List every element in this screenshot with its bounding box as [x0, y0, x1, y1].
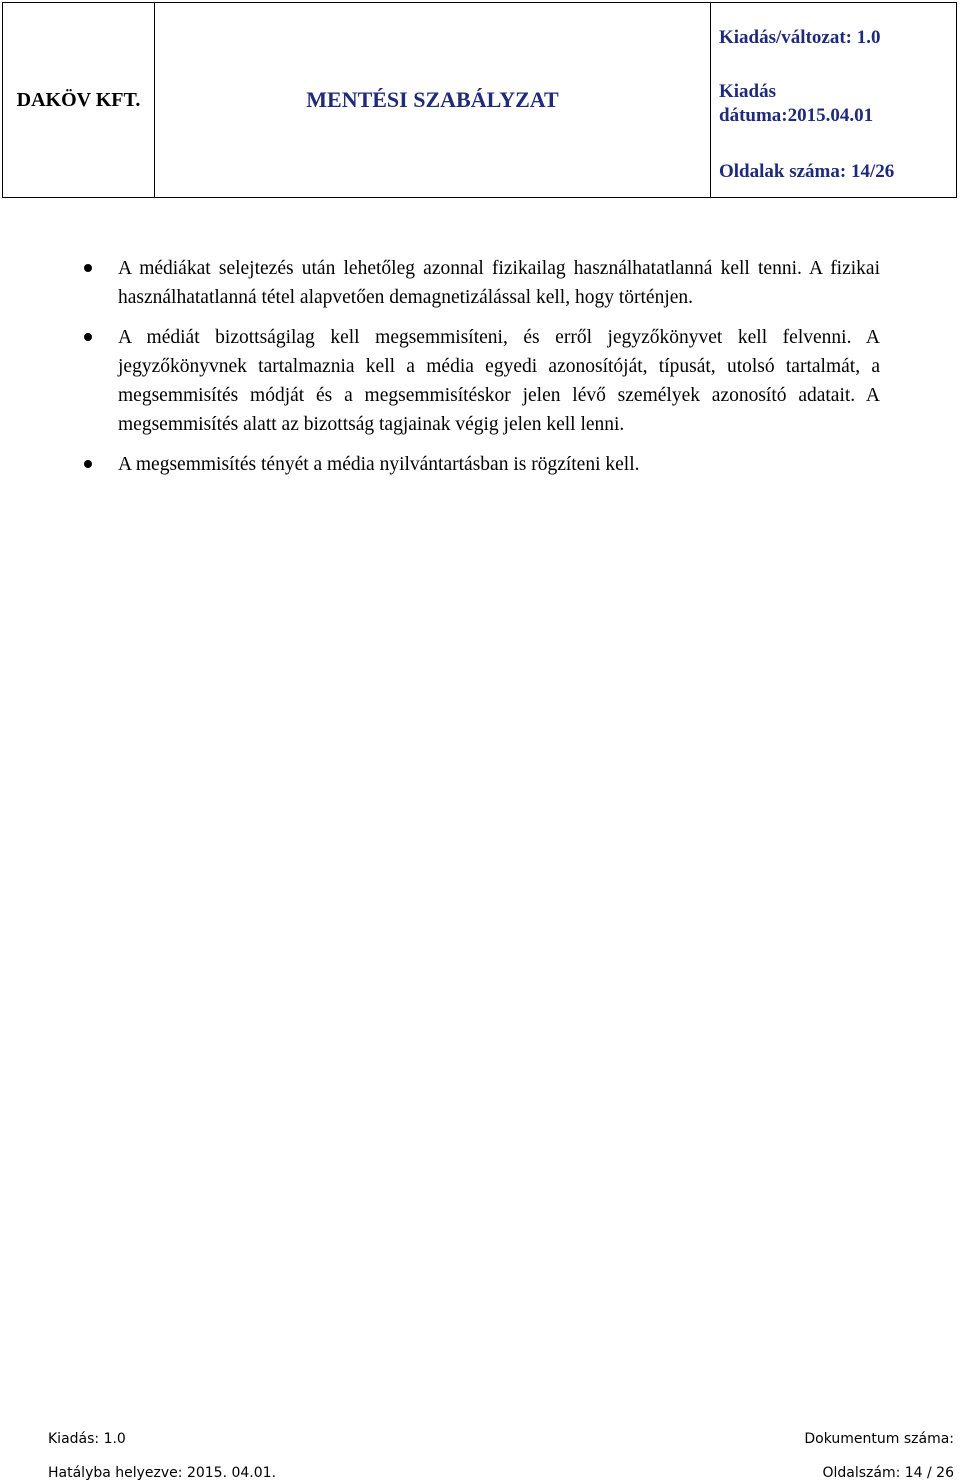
footer-row: [48, 1465, 954, 1481]
issue-date: dátuma:2015.04.01: [719, 105, 874, 126]
bullet-icon: [84, 264, 92, 272]
edition-version: Kiadás/változat: 1.0: [719, 27, 881, 48]
page-count: Oldalak száma: 14/26: [719, 161, 895, 182]
footer-document-number-label: Dokumentum száma:: [804, 1431, 954, 1447]
bullet-text: A médiákat selejtezés után lehetőleg azonnal fizikailag használhatatlanná kell tenni. A fizikai használhatatlanná tétel alapvetően demagnetizálással kell, hogy történjen.: [118, 258, 880, 308]
bullet-list: [84, 254, 880, 479]
document-header: [2, 2, 957, 198]
company-name: DAKÖV KFT.: [3, 3, 155, 198]
bullet-text: A megsemmisítés tényét a média nyilvántartásban is rögzíteni kell.: [118, 454, 640, 475]
list-item: [84, 254, 880, 312]
footer-page-number: Oldalszám: 14 / 26: [822, 1465, 954, 1481]
document-body: [84, 254, 880, 490]
footer-edition: Kiadás: 1.0: [48, 1431, 126, 1447]
document-title: MENTÉSI SZABÁLYZAT: [155, 3, 711, 198]
list-item: [84, 450, 880, 479]
footer-effective-date: Hatályba helyezve: 2015. 04.01.: [48, 1465, 277, 1481]
list-item: [84, 323, 880, 439]
document-meta: [711, 3, 957, 198]
bullet-icon: [84, 460, 92, 468]
issue-label: Kiadás: [719, 81, 777, 102]
footer-row: [48, 1431, 954, 1447]
bullet-icon: [84, 333, 92, 341]
bullet-text: A médiát bizottságilag kell megsemmisíteni, és erről jegyzőkönyvet kell felvenni. A jegyzőkönyvnek tartalmaznia kell a média egyedi azonosítóját, típusát, utolsó tartalmát, a megsemmisítés módját és a megsemmisítéskor jelen lévő személyek azonosító adatait. A megsemmisítés alatt az bizottság tagjainak végig jelen kell lenni.: [118, 327, 880, 435]
